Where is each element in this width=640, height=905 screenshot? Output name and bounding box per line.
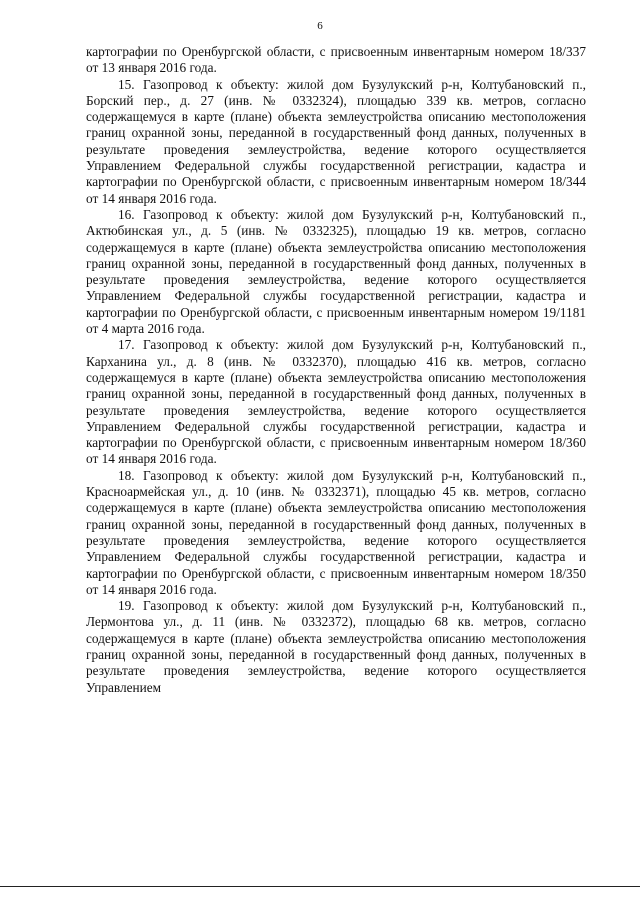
page-bottom-divider — [0, 886, 640, 887]
paragraph-item-19: 19. Газопровод к объекту: жилой дом Бузулукский р-н, Колтубановский п., Лермонтова ул., д. 11 (инв. № 0332372), площадью 68 кв. метров, согласно содержащемуся в карте (плане) объекта землеустройства описанию местоположения границ охранной зоны, переданной в государственный фонд данных, полученных в результате проведения землеустройства, ведение которого осуществляется Управлением — [86, 598, 586, 695]
paragraph-item-16: 16. Газопровод к объекту: жилой дом Бузулукский р-н, Колтубановский п., Актюбинская ул., д. 5 (инв. № 0332325), площадью 19 кв. метров, согласно содержащемуся в карте (плане) объекта землеустройства описанию местоположения границ охранной зоны, переданной в государственный фонд данных, полученных в результате проведения землеустройства, ведение которого осуществляется Управлением Федеральной службы государственной регистрации, кадастра и картографии по Оренбургской области, с присвоенным инвентарным номером 19/1181 от 4 марта 2016 года. — [86, 206, 586, 337]
paragraph-item-15: 15. Газопровод к объекту: жилой дом Бузулукский р-н, Колтубановский п., Борский пер., д. 27 (инв. № 0332324), площадью 339 кв. метров, согласно содержащемуся в карте (плане) объекта землеустройства описанию местоположения границ охранной зоны, переданной в государственный фонд данных, полученных в результате проведения землеустройства, ведение которого осуществляется Управлением Федеральной службы государственной регистрации, кадастра и картографии по Оренбургской области, с присвоенным инвентарным номером 18/344 от 14 января 2016 года. — [86, 76, 586, 206]
paragraph-item-17: 17. Газопровод к объекту: жилой дом Бузулукский р-н, Колтубановский п., Карханина ул., д. 8 (инв. № 0332370), площадью 416 кв. метров, согласно содержащемуся в карте (плане) объекта землеустройства описанию местоположения границ охранной зоны, переданной в государственный фонд данных, полученных в результате проведения землеустройства, ведение которого осуществляется Управлением Федеральной службы государственной регистрации, кадастра и картографии по Оренбургской области, с присвоенным инвентарным номером 18/360 от 14 января 2016 года. — [86, 337, 586, 467]
paragraph-item-18: 18. Газопровод к объекту: жилой дом Бузулукский р-н, Колтубановский п., Красноармейская ул., д. 10 (инв. № 0332371), площадью 45 кв. метров, согласно содержащемуся в карте (плане) объекта землеустройства описанию местоположения границ охранной зоны, переданной в государственный фонд данных, полученных в результате проведения землеустройства, ведение которого осуществляется Управлением Федеральной службы государственной регистрации, кадастра и картографии по Оренбургской области, с присвоенным инвентарным номером 18/350 от 14 января 2016 года. — [86, 467, 586, 597]
document-body — [86, 44, 586, 696]
page-number: 6 — [317, 20, 323, 32]
paragraph-continuation: картографии по Оренбургской области, с присвоенным инвентарным номером 18/337 от 13 января 2016 года. — [86, 44, 586, 76]
